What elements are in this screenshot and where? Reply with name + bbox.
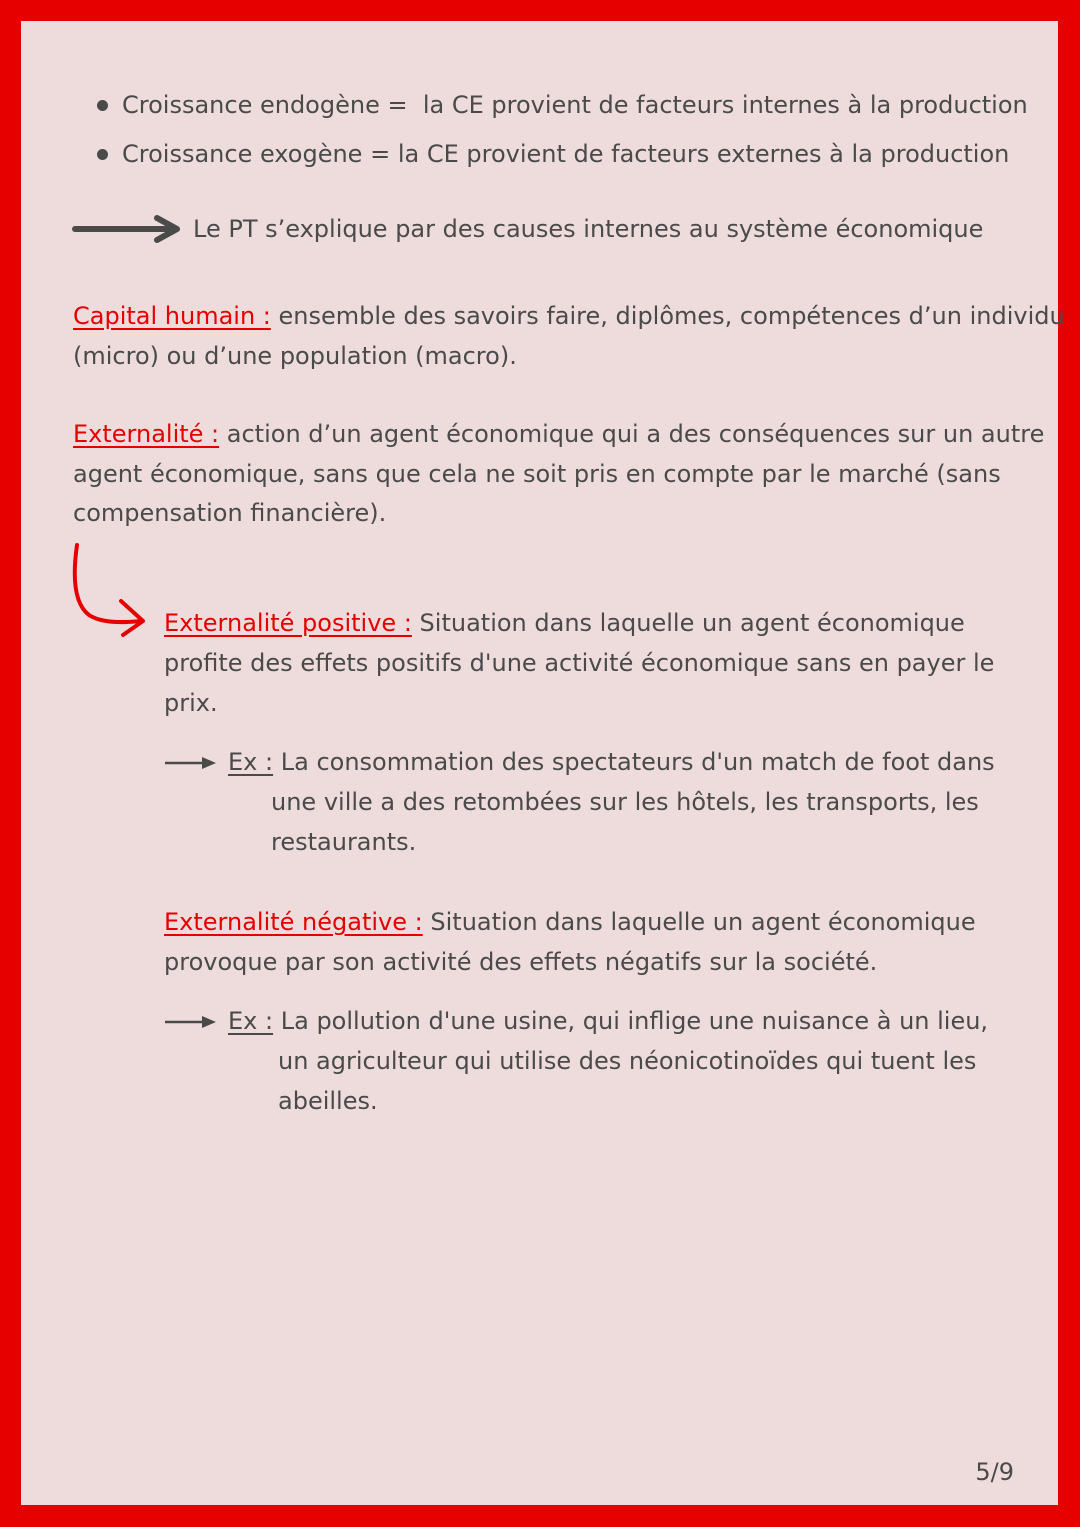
example-label: Ex :: [228, 748, 274, 776]
capital-line-1: [73, 296, 1065, 336]
bullet-dot: [97, 100, 108, 111]
positive-line-3: prix.: [164, 689, 218, 717]
positive-def: Situation dans laquelle un agent économique: [419, 609, 965, 637]
bullet-dot: [97, 149, 108, 160]
negative-example-2: un agriculteur qui utilise des néonicotinoïdes qui tuent les: [278, 1047, 977, 1075]
positive-example-1: [228, 742, 995, 782]
positive-line-2: profite des effets positifs d'une activité économique sans en payer le: [164, 649, 995, 677]
bullet-def: la CE provient de facteurs internes à la production: [422, 91, 1028, 119]
externalite-term: Externalité :: [73, 420, 220, 448]
bullet-term: Croissance endogène =: [122, 91, 408, 119]
page: [21, 21, 1065, 1505]
externalite-line-3: compensation financière).: [73, 499, 387, 527]
positive-term: Externalité positive :: [164, 609, 412, 637]
negative-def: Situation dans laquelle un agent économique: [430, 908, 976, 936]
positive-example-2: une ville a des retombées sur les hôtels, les transports, les: [271, 788, 979, 816]
externalite-line-2: agent économique, sans que cela ne soit pris en compte par le marché (sans: [73, 460, 1001, 488]
example-label: Ex :: [228, 1007, 274, 1035]
curved-arrow-icon: [71, 543, 151, 643]
positive-example-3: restaurants.: [271, 828, 417, 856]
small-arrow-icon: [164, 755, 218, 771]
capital-term: Capital humain :: [73, 302, 271, 330]
bullet-term: Croissance exogène =: [122, 140, 391, 168]
conclusion-text: Le PT s’explique par des causes internes au système économique: [193, 215, 984, 243]
bullet-endogene: [122, 85, 1028, 125]
externalite-def: action d’un agent économique qui a des conséquences sur un autre: [226, 420, 1045, 448]
bullet-def: la CE provient de facteurs externes à la production: [397, 140, 1010, 168]
negative-line-2: provoque par son activité des effets négatifs sur la société.: [164, 948, 878, 976]
example-text: La consommation des spectateurs d'un match de foot dans: [280, 748, 995, 776]
positive-line-1: [164, 603, 965, 643]
negative-term: Externalité négative :: [164, 908, 423, 936]
small-arrow-icon: [164, 1014, 218, 1030]
negative-example-3: abeilles.: [278, 1087, 378, 1115]
negative-line-1: [164, 902, 976, 942]
bullet-exogene: [122, 134, 1009, 174]
capital-line-2: (micro) ou d’une population (macro).: [73, 342, 517, 370]
capital-def: ensemble des savoirs faire, diplômes, compétences d’un individu: [278, 302, 1065, 330]
externalite-line-1: [73, 414, 1044, 454]
example-text: La pollution d'une usine, qui inflige une nuisance à un lieu,: [280, 1007, 989, 1035]
right-arrow-icon: [73, 215, 183, 243]
negative-example-1: [228, 1001, 988, 1041]
page-number: 5/9: [975, 1458, 1014, 1486]
